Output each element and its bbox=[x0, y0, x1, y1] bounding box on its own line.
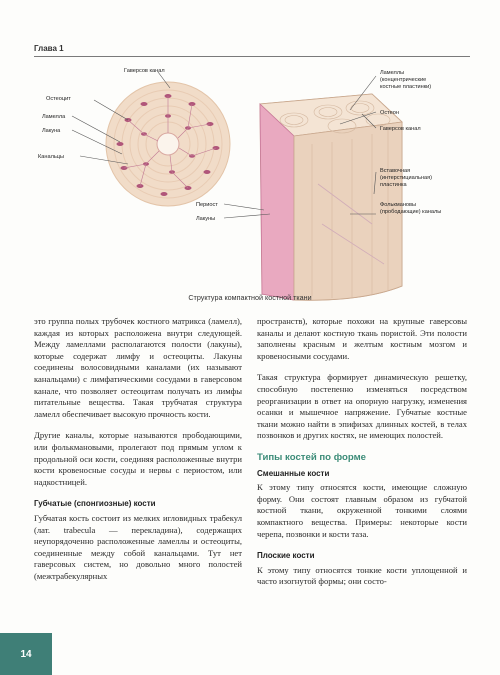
label-lacunae: Лакуны bbox=[196, 216, 216, 222]
osteon-cross-section bbox=[106, 82, 230, 206]
label-lamellae-2: (концентрические bbox=[380, 77, 427, 83]
right-paragraph-3: К этому типу относятся кости, имеющие сложную форму. Они состоят главным образом из губчатой костной ткани, окруженной тонкими слоями компактного вещества. Примеры: некоторые кости черепа, позвонки и кости таза. bbox=[257, 482, 467, 539]
label-lamellae-3: костные пластинки) bbox=[380, 84, 432, 90]
left-paragraph-1: это группа полых трубочек костного матрикса (ламелл), каждая из которых расположена внутри следующей. Между ламеллами располагаются полости (лакуны), которые содержат лимфу и остеоциты. Лакуны соединены волосовидными каналами (их называют канальцами) с лимфатическими сосудами в гаверсовом канале, что позволяет остеоцитам получать из лимфы питательные вещества. Такая трубчатая структура ламелл обеспечивает высокую прочность кости. bbox=[34, 316, 242, 419]
label-osteon: Остеон bbox=[380, 110, 399, 116]
label-interstitial-2: (интерстициальная) bbox=[380, 175, 432, 181]
compact-bone-block bbox=[260, 94, 402, 300]
header-rule bbox=[34, 56, 470, 57]
chapter-header: Глава 1 bbox=[34, 44, 64, 53]
label-lacuna: Лакуна bbox=[42, 128, 61, 134]
label-volkmann-1: Фолькмановы bbox=[380, 202, 417, 208]
label-interstitial-3: пластинка bbox=[380, 182, 407, 188]
right-paragraph-2: Такая структура формирует динамическую решетку, способную постепенно изменяться посредством реорганизации в ответ на опорную нагрузку, изменения осанки и мышечное напряжение. Губчатые костные ткани можно найти в эпифизах длинных костей, в телах позвонков и других костях, не имеющих полостей. bbox=[257, 372, 467, 441]
left-paragraph-3: Губчатая кость состоит из мелких игловидных трабекул (лат. trabecula — перекладина), содержащих неупорядоченно расположенные ламеллы и остеоциты, соединенные между собой канальцами. Тут нет гаверсовых систем, но довольно много полостей (межтрабекулярных bbox=[34, 512, 242, 581]
heading-mixed-bones: Смешанные кости bbox=[257, 468, 330, 478]
label-haversian-canal-right: Гаверсов канал bbox=[380, 126, 421, 132]
heading-bone-types-by-shape: Типы костей по форме bbox=[257, 451, 367, 463]
label-volkmann-2: (прободающие) каналы bbox=[380, 209, 442, 215]
figure-caption: Структура компактной костной ткани bbox=[188, 293, 312, 302]
heading-spongy-bone: Губчатые (спонгиозные) кости bbox=[34, 499, 156, 509]
bone-structure-figure bbox=[32, 64, 470, 304]
label-lamella: Ламелла bbox=[42, 114, 66, 120]
left-column bbox=[34, 316, 242, 592]
right-column bbox=[257, 316, 467, 598]
label-interstitial-1: Вставочная bbox=[380, 168, 411, 174]
label-haversian-canal-top: Гаверсов канал bbox=[124, 68, 165, 74]
right-paragraph-1: пространств), которые похожи на крупные гаверсовы каналы и делают костную ткань пористой. Эти полости заполнены красным и желтым костным мозгом и кровеносными сосудами. bbox=[257, 316, 467, 361]
page-number: 14 bbox=[0, 633, 52, 675]
label-lamellae-1: Ламеллы bbox=[380, 70, 405, 76]
heading-flat-bones: Плоские кости bbox=[257, 551, 315, 561]
label-osteocyte: Остеоцит bbox=[46, 96, 71, 102]
right-paragraph-4: К этому типу относятся тонкие кости уплощенной и часто изогнутой формы; они состо- bbox=[257, 564, 467, 587]
label-periosteum: Периост bbox=[196, 202, 218, 208]
left-paragraph-2: Другие каналы, которые называются прободающими, или фолькмановыми, пролегают под прямым углом к продольной оси кости, соединяя расположенные внутри кости кровеносные сосуды и нервы с периостом, или надкостницей. bbox=[34, 430, 242, 487]
label-canaliculi: Канальцы bbox=[38, 154, 64, 160]
